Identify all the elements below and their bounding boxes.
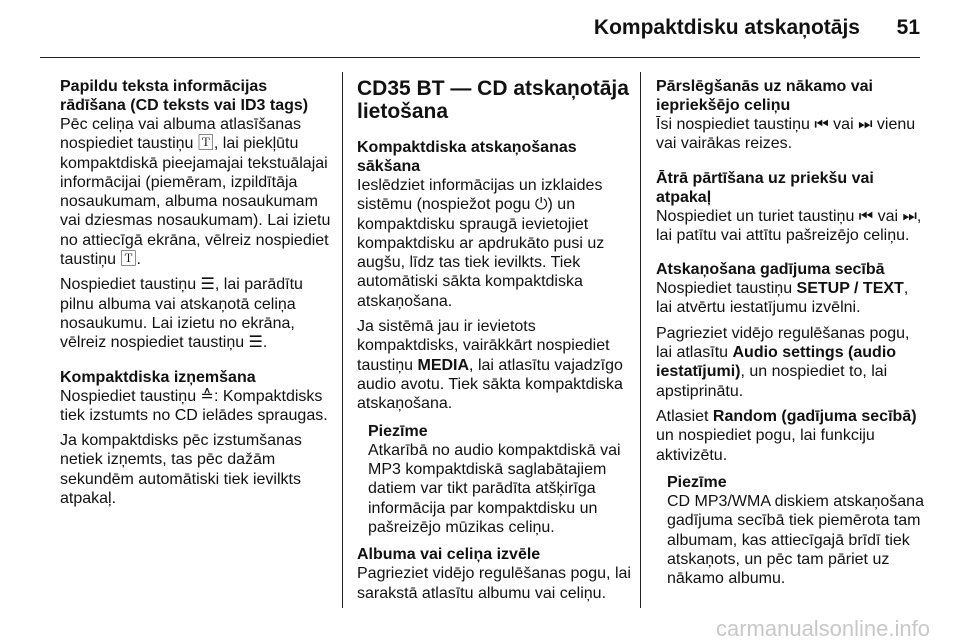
note-title: Piezīme [667,473,727,491]
column-left [60,77,332,508]
section-heading-fast-forward: Ātrā pārtīšana uz priekšu vai atpakaļ [656,169,874,206]
text: Ja sistēmā jau ir ievietots kompaktdisks, vairākkārt nospiediet taustiņu [357,318,610,374]
paragraph: Ja kompaktdisks pēc izstumšanas netiek izņemts, tas pēc dažām sekundēm automātiski tiek ievilkts atpakaļ. [60,432,302,508]
text: , un nospiediet to, lai apstiprinātu. [656,363,888,400]
note-box [368,422,632,538]
note-text: CD MP3/WMA diskiem atskaņošana gadījuma secībā tiek piemērota tam albumam, kas attiecīgajā brīdī tiek atskaņots, un pēc tam pāriet uz nākamo albumu. [667,493,924,588]
header-title: Kompaktdisku atskaņotājs [593,16,860,39]
note-text: Atkarībā no audio kompaktdiskā vai MP3 kompaktdiskā saglabātajiem datiem var tikt parādīta atšķirīga informācija par kompaktdisku un pašreizējo mūzikas celiņu. [368,441,621,537]
page-number: 51 [896,16,920,39]
media-key-label: MEDIA [417,356,470,374]
paragraph: Pagrieziet vidējo regulēšanas pogu, lai sarakstā atlasītu albumu vai celiņu. [357,565,631,602]
paragraph [656,279,926,318]
main-heading: CD35 BT — CD atskaņotāja lietošana [357,77,629,123]
paragraph: Ieslēdziet informācijas un izklaides sistēmu (nospiežot pogu ⏻) un kompaktdisku spraugā ievietojiet kompaktdisku ar apdrukāto pusi uz augšu, līdz tas tiek ievilkts. Tiek automātiski sākta kompaktdiska atskaņošana. [357,177,605,310]
section-heading-start-playback: Kompaktdiska atskaņošanas sākšana [357,139,577,175]
column-right [656,77,926,597]
paragraph: Pēc celiņa vai albuma atlasīšanas nospiediet taustiņu 🅃, lai piekļūtu kompaktdiskā pieejamajai tekstuālajai informācijai (piemēram, izpildītāja nosaukumam, albuma nosaukumam vai dziesmas nosaukumam). Lai izietu no attiecīgā ekrāna, vēlreiz nospiediet taustiņu 🅃. [60,116,331,269]
section-heading-extra-text: Papildu teksta informācijas rādīšana (CD teksts vai ID3 tags) [60,78,309,114]
watermark: carmanualsonline.info [715,616,930,641]
paragraph [656,407,926,465]
column-middle [357,77,632,603]
text: Nospiediet taustiņu [656,280,797,298]
column-divider-right [640,72,641,608]
text: , lai atvērtu iestatījumu izvēlni. [656,280,909,317]
paragraph: Nospiediet taustiņu ≙: Kompaktdisks tiek izstumts no CD ielādes spraugas. [60,387,328,424]
header-rule [40,57,920,58]
section-heading-select-album: Albuma vai celiņa izvēle [357,546,541,564]
note-title: Piezīme [368,422,428,440]
text: Atlasiet [656,407,713,425]
setup-key-label: SETUP / TEXT [796,280,904,298]
section-heading-eject-cd: Kompaktdiska izņemšana [60,368,256,386]
section-heading-random-playback: Atskaņošana gadījuma secībā [656,261,885,279]
text: un nospiediet pogu, lai funkciju aktivizētu. [656,427,875,464]
note-box [667,473,926,589]
paragraph [357,317,632,413]
section-heading-next-prev-track: Pārslēgšanās uz nākamo vai iepriekšējo celiņu [656,78,873,114]
paragraph: Īsi nospiediet taustiņu ⏮ vai ⏭ vienu vai vairākas reizes. [656,116,916,153]
random-label: Random (gadījuma secībā) [712,407,917,425]
audio-settings-label: Audio settings (audio iestatījumi) [656,344,897,381]
paragraph: Nospiediet un turiet taustiņu ⏮ vai ⏭, lai patītu vai attītu pašreizējo celiņu. [656,207,922,244]
paragraph: Nospiediet taustiņu ☰, lai parādītu pilnu albuma vai atskaņotā celiņa nosaukumu. Lai izietu no ekrāna, vēlreiz nospiediet taustiņu ☰. [60,276,303,352]
column-divider-left [342,72,343,608]
text: , lai atlasītu vajadzīgo audio avotu. Tiek sākta kompaktdiska atskaņošana. [357,356,623,413]
paragraph [656,324,926,401]
text: Pagrieziet vidējo regulēšanas pogu, lai atlasītu [656,324,910,362]
